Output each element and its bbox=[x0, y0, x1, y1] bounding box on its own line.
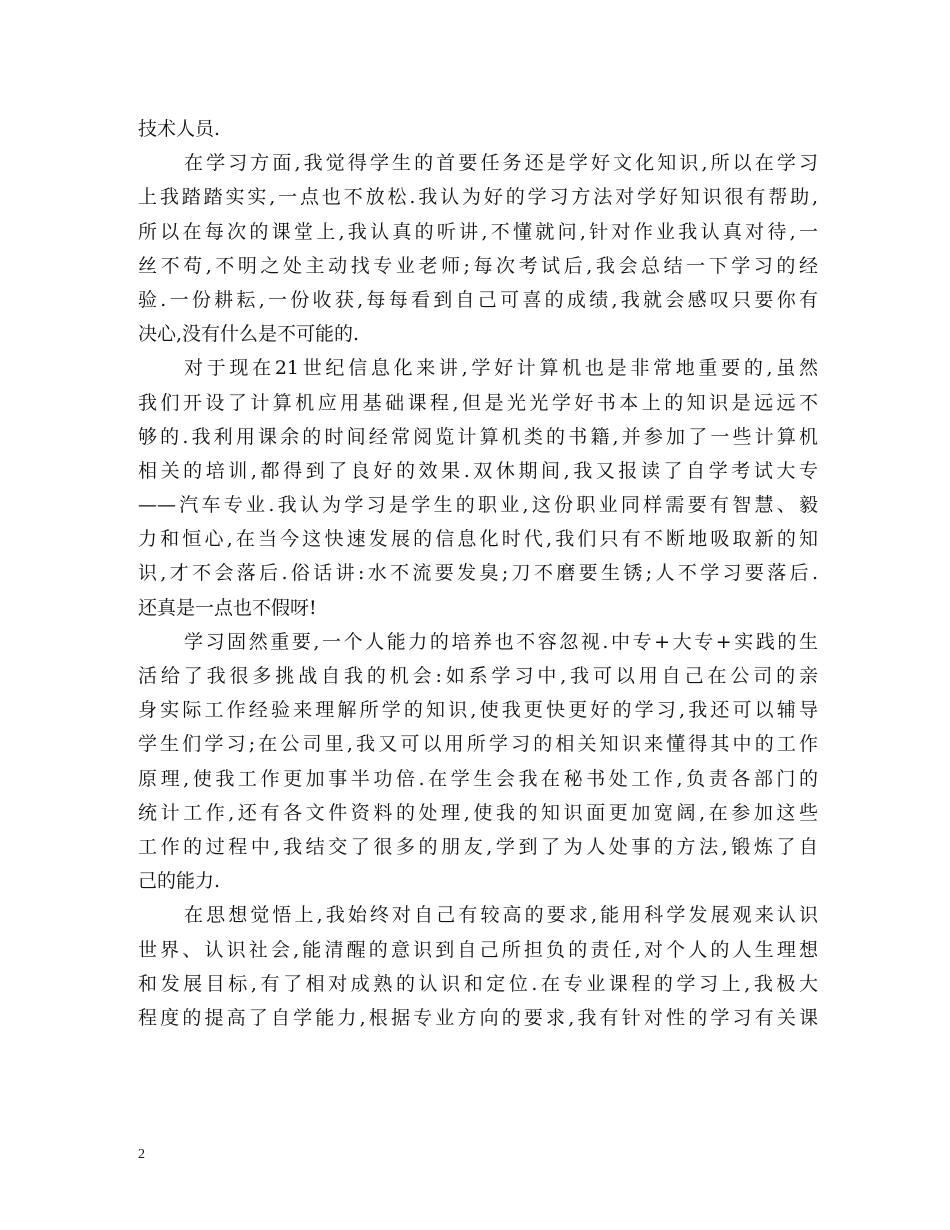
document-body bbox=[138, 112, 818, 1035]
text-line: 在学习方面,我觉得学生的首要任务还是学好文化知识,所以在学习 bbox=[184, 152, 818, 175]
text-line: 识,才不会落后.俗话讲:水不流要发臭;刀不磨要生锈;人不学习要落后. bbox=[138, 562, 818, 585]
text-line: 验.一份耕耘,一份收获,每每看到自己可喜的成绩,我就会感叹只要你有 bbox=[138, 288, 818, 311]
text-line: 工作的过程中,我结交了很多的朋友,学到了为人处事的方法,锻炼了自 bbox=[138, 835, 818, 858]
text-line: 够的.我利用课余的时间经常阅览计算机类的书籍,并参加了一些计算机 bbox=[138, 425, 818, 448]
text-line: 还真是一点也不假呀! bbox=[138, 596, 317, 619]
text-line: 对于现在21世纪信息化来讲,学好计算机也是非常地重要的,虽然 bbox=[184, 357, 818, 380]
text-line: 决心,没有什么是不可能的. bbox=[138, 323, 360, 346]
text-line: 程度的提高了自学能力,根据专业方向的要求,我有针对性的学习有关课 bbox=[138, 1006, 818, 1029]
text-line: 学习固然重要,一个人能力的培养也不容忽视.中专+大专+实践的生 bbox=[184, 630, 818, 653]
text-line: 相关的培训,都得到了良好的效果.双休期间,我又报读了自学考试大专 bbox=[138, 459, 818, 482]
text-line: 力和恒心,在当今这快速发展的信息化时代,我们只有不断地吸取新的知 bbox=[138, 528, 818, 551]
text-line: 技术人员. bbox=[138, 118, 221, 140]
text-line: 统计工作,还有各文件资料的处理,使我的知识面更加宽阔,在参加这些 bbox=[138, 801, 818, 824]
text-line: 我们开设了计算机应用基础课程,但是光光学好书本上的知识是远远不 bbox=[138, 391, 818, 414]
text-line: 世界、认识社会,能清醒的意识到自己所担负的责任,对个人的人生理想 bbox=[138, 938, 818, 961]
page-number: 2 bbox=[138, 1147, 145, 1162]
text-line: 活给了我很多挑战自我的机会:如系学习中,我可以用自己在公司的亲 bbox=[138, 665, 818, 687]
text-line: 和发展目标,有了相对成熟的认识和定位.在专业课程的学习上,我极大 bbox=[138, 972, 818, 995]
text-line: 丝不苟,不明之处主动找专业老师;每次考试后,我会总结一下学习的经 bbox=[138, 254, 818, 277]
text-line: 身实际工作经验来理解所学的知识,使我更快更好的学习,我还可以辅导 bbox=[138, 699, 818, 722]
text-line: 学生们学习;在公司里,我又可以用所学习的相关知识来懂得其中的工作 bbox=[138, 733, 818, 756]
text-line: 在思想觉悟上,我始终对自己有较高的要求,能用科学发展观来认识 bbox=[184, 904, 818, 927]
text-line: 己的能力. bbox=[138, 870, 221, 893]
text-line: 所以在每次的课堂上,我认真的听讲,不懂就问,针对作业我认真对待,一 bbox=[138, 220, 818, 243]
text-line: 上我踏踏实实,一点也不放松.我认为好的学习方法对学好知识很有帮助, bbox=[138, 186, 818, 209]
text-line: ——汽车专业.我认为学习是学生的职业,这份职业同样需要有智慧、毅 bbox=[138, 494, 818, 517]
text-line: 原理,使我工作更加事半功倍.在学生会我在秘书处工作,负责各部门的 bbox=[138, 767, 818, 790]
